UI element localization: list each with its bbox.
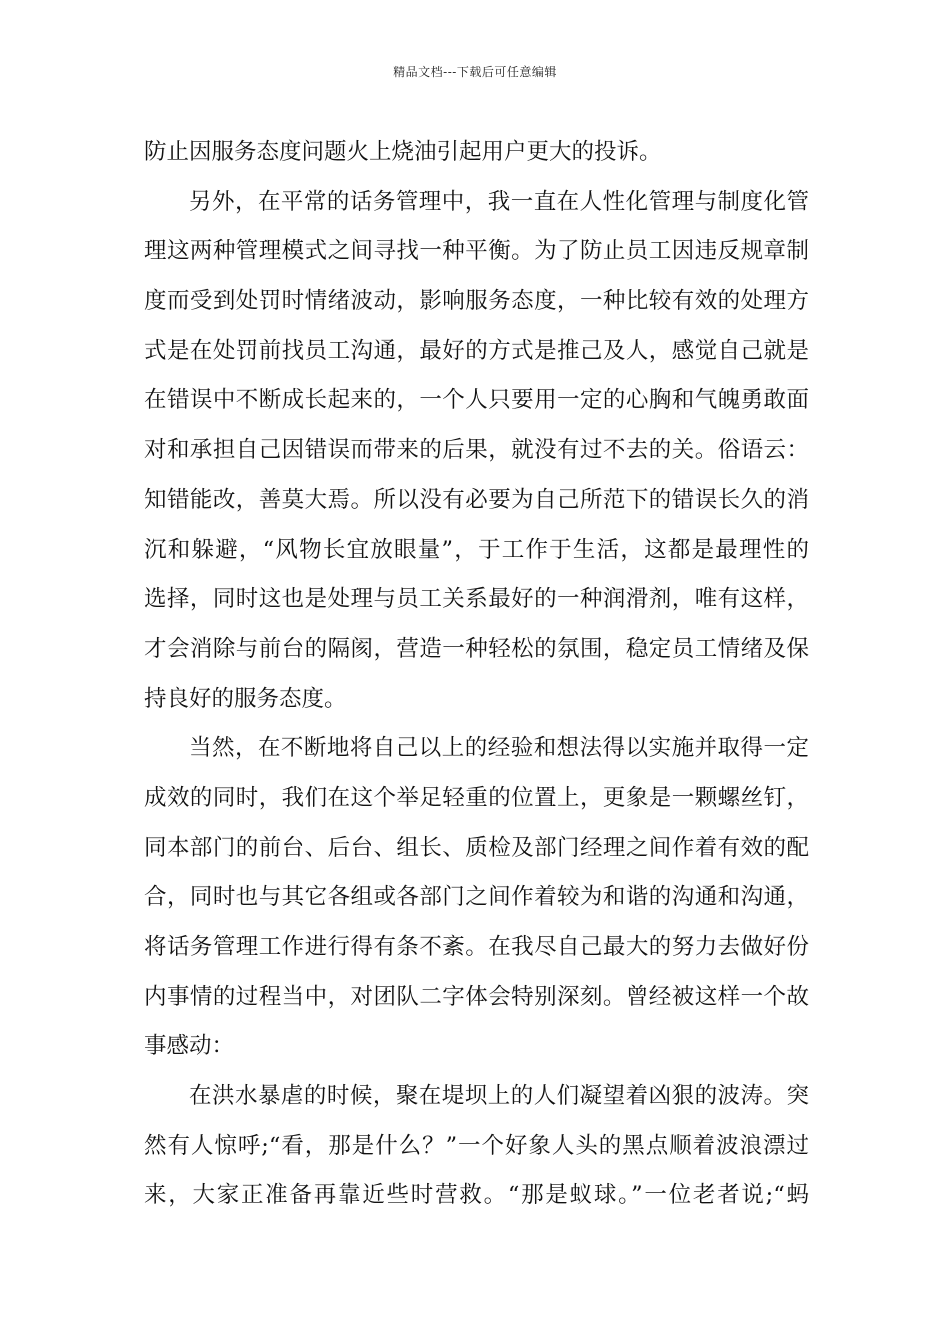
text-line: 式是在处罚前找员工沟通，最好的方式是推己及人，感觉自己就是 xyxy=(144,337,809,364)
text-line: 成效的同时，我们在这个举足轻重的位置上，更象是一颗螺丝钉， xyxy=(144,784,809,811)
page-header: 精品文档---下载后可任意编辑 xyxy=(393,65,557,79)
text-line: 合，同时也与其它各组或各部门之间作着较为和谐的沟通和沟通， xyxy=(144,884,809,911)
text-line: 理这两种管理模式之间寻找一种平衡。为了防止员工因违反规章制 xyxy=(144,238,809,265)
text-line: 在洪水暴虐的时候，聚在堤坝上的人们凝望着凶狠的波涛。突 xyxy=(189,1083,809,1110)
text-line: 沉和躲避，“风物长宜放眼量”，于工作于生活，这都是最理性的 xyxy=(144,536,809,563)
text-line: 另外，在平常的话务管理中，我一直在人性化管理与制度化管 xyxy=(189,188,809,215)
text-line: 知错能改，善莫大焉。所以没有必要为自己所范下的错误长久的消 xyxy=(144,486,809,513)
text-line: 来，大家正准备再靠近些时营救。“那是蚁球。”一位老者说;“蚂 xyxy=(144,1182,809,1209)
text-line: 在错误中不断成长起来的，一个人只要用一定的心胸和气魄勇敢面 xyxy=(144,387,809,414)
text-line: 对和承担自己因错误而带来的后果，就没有过不去的关。俗语云： xyxy=(144,437,809,464)
document-body xyxy=(144,128,809,1221)
text-line: 内事情的过程当中，对团队二字体会特别深刻。曾经被这样一个故 xyxy=(144,983,809,1010)
text-line: 防止因服务态度问题火上烧油引起用户更大的投诉。 xyxy=(144,139,662,165)
text-line: 事感动： xyxy=(144,1033,235,1060)
text-line: 度而受到处罚时情绪波动，影响服务态度，一种比较有效的处理方 xyxy=(144,288,809,315)
text-line: 选择，同时这也是处理与员工关系最好的一种润滑剂，唯有这样， xyxy=(144,586,809,613)
text-line: 当然，在不断地将自己以上的经验和想法得以实施并取得一定 xyxy=(189,735,809,762)
text-line: 将话务管理工作进行得有条不紊。在我尽自己最大的努力去做好份 xyxy=(144,934,809,960)
text-line: 同本部门的前台、后台、组长、质检及部门经理之间作着有效的配 xyxy=(144,834,809,861)
text-line: 然有人惊呼;“看，那是什么？”一个好象人头的黑点顺着波浪漂过 xyxy=(144,1132,809,1159)
text-line: 才会消除与前台的隔阂，营造一种轻松的氛围，稳定员工情绪及保 xyxy=(144,635,809,662)
text-line: 持良好的服务态度。 xyxy=(144,685,347,712)
